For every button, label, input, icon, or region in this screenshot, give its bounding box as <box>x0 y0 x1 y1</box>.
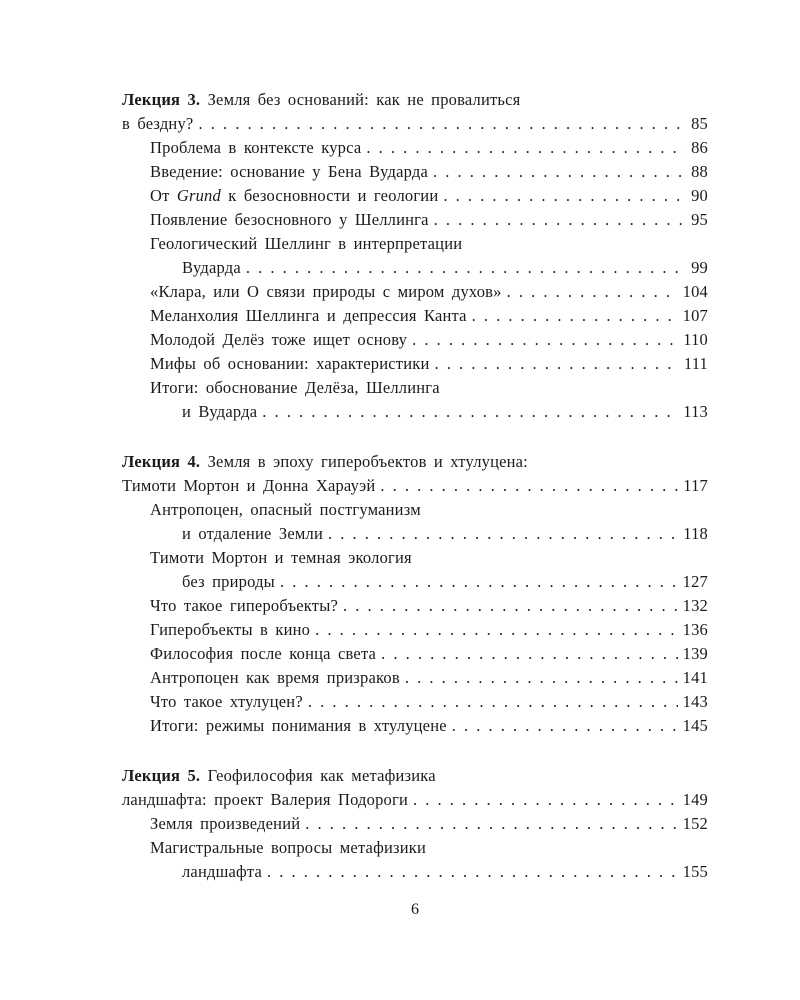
toc-page-number: 145 <box>682 716 708 735</box>
toc-line <box>122 160 708 184</box>
toc-entry-text: Проблема в контексте курса <box>150 138 362 157</box>
toc-entry-text: Лекция 5. Геофилософия как метафизика <box>122 766 436 785</box>
toc-line <box>122 400 708 424</box>
toc-entry-text: Геологический Шеллинг в интерпретации <box>150 234 463 253</box>
dot-leader <box>502 280 678 304</box>
toc-page-number: 86 <box>691 138 708 157</box>
toc-line <box>122 136 708 160</box>
toc-page-number: 111 <box>683 354 708 373</box>
toc-page-number: 149 <box>682 790 708 809</box>
toc-line <box>122 328 708 352</box>
dot-leader <box>407 328 678 352</box>
toc-page-number: 107 <box>682 306 708 325</box>
toc-line <box>122 764 708 788</box>
toc-entry-text: Антропоцен как время призраков <box>150 668 400 687</box>
toc-line <box>122 232 708 256</box>
toc-entry-text: Введение: основание у Бена Вударда <box>150 162 429 181</box>
toc-line <box>122 522 708 546</box>
section-gap <box>122 424 708 450</box>
toc-line <box>122 836 708 860</box>
toc-line <box>122 618 708 642</box>
toc-line <box>122 690 708 714</box>
toc-entry-text: Молодой Делёз тоже ищет основу <box>150 330 408 349</box>
toc-page-number: 90 <box>691 186 708 205</box>
dot-leader <box>429 208 686 232</box>
toc-entry-text: в бездну? <box>122 114 194 133</box>
dot-leader <box>257 400 678 424</box>
dot-leader <box>430 352 679 376</box>
toc-entry-text: Итоги: обоснование Делёза, Шеллинга <box>150 378 440 397</box>
toc-line <box>122 570 708 594</box>
toc-entry-text: ландшафта <box>182 862 263 881</box>
toc-entry-text: Тимоти Мортон и темная экология <box>150 548 412 567</box>
toc-line <box>122 498 708 522</box>
toc-line <box>122 112 708 136</box>
dot-leader <box>338 594 678 618</box>
section-gap <box>122 738 708 764</box>
toc-entry-text: Тимоти Мортон и Донна Харауэй <box>122 476 376 495</box>
dot-leader <box>300 812 677 836</box>
toc-entry-text: Лекция 4. Земля в эпоху гиперобъектов и хтулуцена: <box>122 452 528 471</box>
toc-line <box>122 208 708 232</box>
toc-line <box>122 788 708 812</box>
toc-line <box>122 666 708 690</box>
toc-entry-text: Антропоцен, опасный постгуманизм <box>150 500 421 519</box>
dot-leader <box>428 160 686 184</box>
dot-leader <box>361 136 686 160</box>
toc-entry-text: и отдаление Земли <box>182 524 324 543</box>
toc-line <box>122 594 708 618</box>
toc-entry-text: «Клара, или О связи природы с миром духов» <box>150 282 502 301</box>
dot-leader <box>193 112 686 136</box>
toc-entry-text: Гиперобъекты в кино <box>150 620 311 639</box>
toc-page-number: 152 <box>682 814 708 833</box>
page-number: 6 <box>411 901 419 918</box>
toc-page-number: 132 <box>682 596 708 615</box>
toc-entry-text: Что такое гиперобъекты? <box>150 596 339 615</box>
dot-leader <box>303 690 678 714</box>
toc-entry-text: Магистральные вопросы метафизики <box>150 838 426 857</box>
dot-leader <box>375 474 678 498</box>
toc-entry-text: Итоги: режимы понимания в хтулуцене <box>150 716 447 735</box>
toc-page-number: 136 <box>682 620 708 639</box>
toc-page-number: 110 <box>683 330 708 349</box>
toc-line <box>122 860 708 884</box>
toc-page-number: 139 <box>682 644 708 663</box>
dot-leader <box>408 788 678 812</box>
toc-line <box>122 450 708 474</box>
toc-entry-text: без природы <box>182 572 275 591</box>
dot-leader <box>438 184 686 208</box>
toc-page-number: 118 <box>683 524 708 543</box>
toc-line <box>122 304 708 328</box>
toc-entry-text: Мифы об основании: характеристики <box>150 354 430 373</box>
toc-line <box>122 812 708 836</box>
toc-line <box>122 280 708 304</box>
dot-leader <box>241 256 686 280</box>
toc-page-number: 99 <box>691 258 708 277</box>
toc-entry-text: Меланхолия Шеллинга и депрессия Канта <box>150 306 467 325</box>
toc-entry-text: и Вударда <box>182 402 258 421</box>
toc-page-number: 117 <box>683 476 708 495</box>
toc-page-number: 95 <box>691 210 708 229</box>
toc-entry-text: Появление безосновного у Шеллинга <box>150 210 429 229</box>
toc-entry-text: От Grund к безосновности и геологии <box>150 186 439 205</box>
toc-line <box>122 376 708 400</box>
toc-page-number: 127 <box>682 572 708 591</box>
toc-page-number: 104 <box>682 282 708 301</box>
dot-leader <box>400 666 678 690</box>
toc-page-number: 113 <box>683 402 708 421</box>
dot-leader <box>323 522 678 546</box>
toc-line <box>122 88 708 112</box>
toc-line <box>122 714 708 738</box>
table-of-contents <box>122 88 708 884</box>
toc-page-number: 88 <box>691 162 708 181</box>
dot-leader <box>447 714 678 738</box>
toc-line <box>122 546 708 570</box>
toc-line <box>122 642 708 666</box>
toc-entry-text: ландшафта: проект Валерия Подороги <box>122 790 408 809</box>
toc-line <box>122 184 708 208</box>
dot-leader <box>467 304 678 328</box>
toc-page-number: 143 <box>682 692 708 711</box>
toc-page-number: 155 <box>682 862 708 881</box>
toc-entry-text: Вударда <box>182 258 241 277</box>
toc-line <box>122 352 708 376</box>
toc-line <box>122 256 708 280</box>
toc-page-number: 85 <box>691 114 708 133</box>
dot-leader <box>275 570 678 594</box>
toc-entry-text: Философия после конца света <box>150 644 377 663</box>
dot-leader <box>376 642 678 666</box>
toc-entry-text: Земля произведений <box>150 814 301 833</box>
toc-entry-text: Что такое хтулуцен? <box>150 692 303 711</box>
toc-entry-text: Лекция 3. Земля без оснований: как не провалиться <box>122 90 521 109</box>
dot-leader <box>262 860 678 884</box>
toc-line <box>122 474 708 498</box>
dot-leader <box>310 618 678 642</box>
toc-page-number: 141 <box>682 668 708 687</box>
